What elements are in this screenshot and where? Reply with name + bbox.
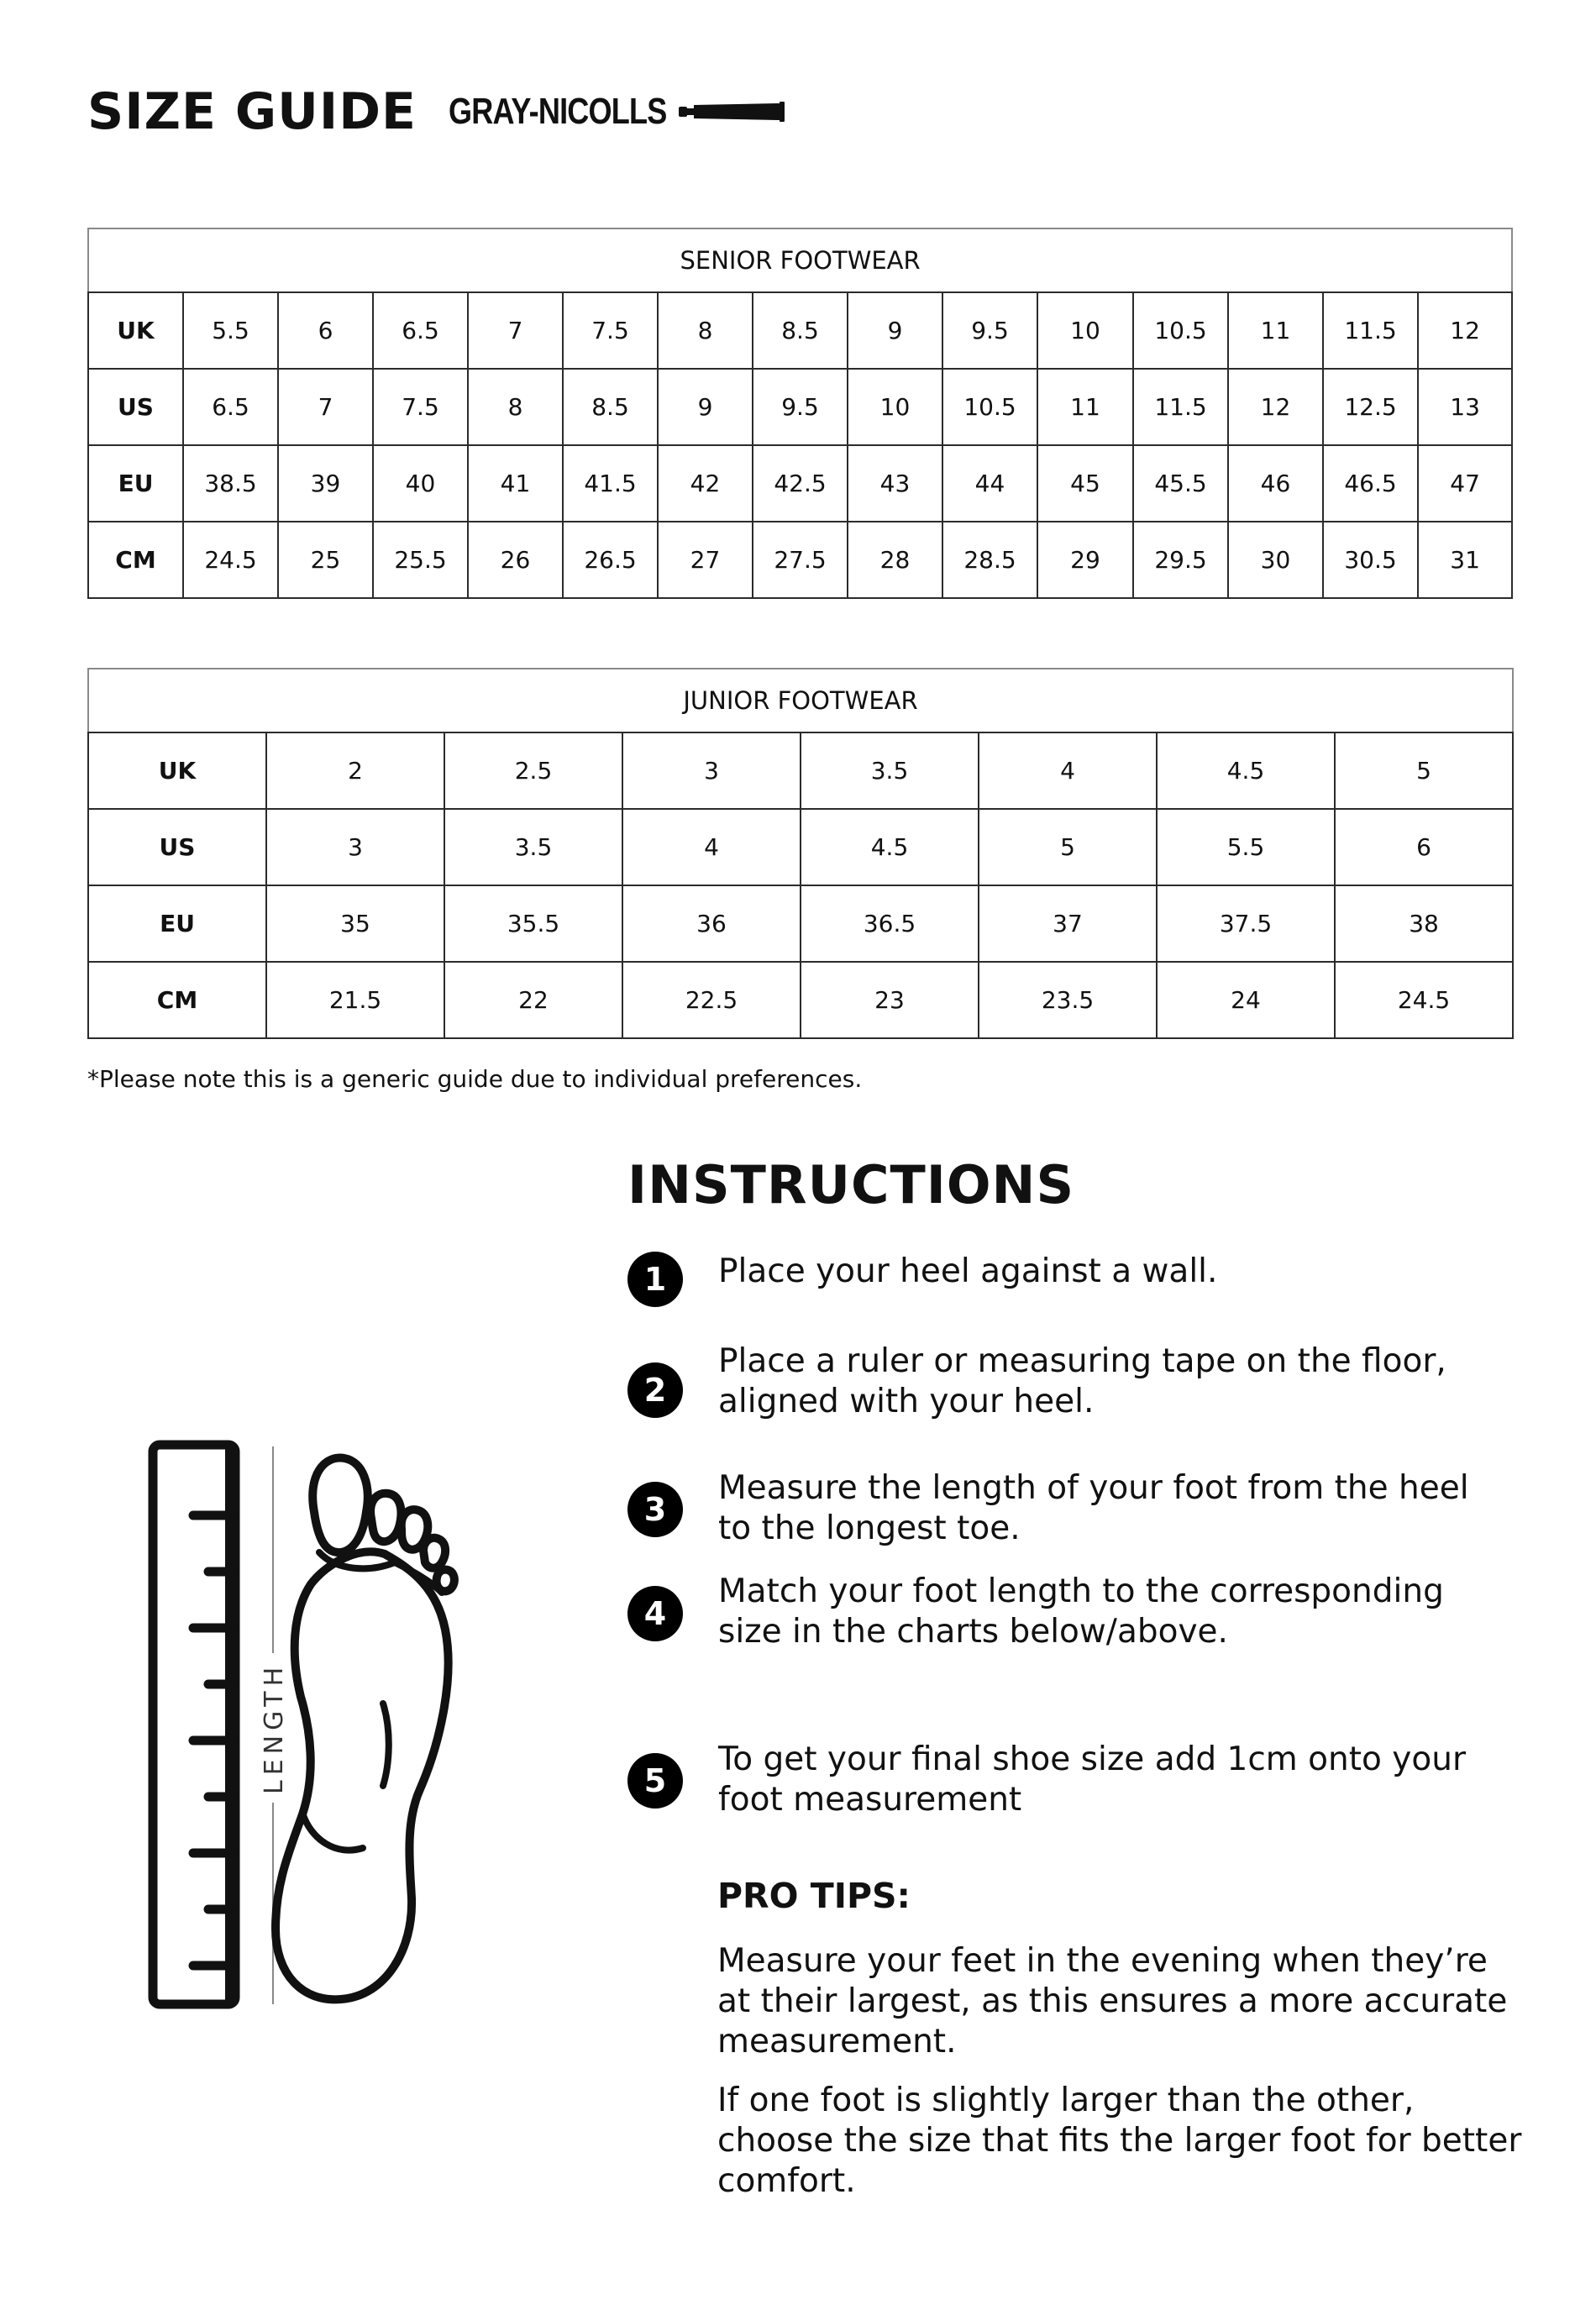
table-cell: 3.5 <box>801 732 979 809</box>
row-label: US <box>88 369 183 445</box>
disclaimer-note: *Please note this is a generic guide due to individual preferences. <box>87 1065 863 1093</box>
table-row-uk <box>88 732 1513 809</box>
page-title: SIZE GUIDE <box>87 82 417 141</box>
table-cell: 4 <box>979 732 1157 809</box>
table-cell: 2 <box>266 732 444 809</box>
table-cell: 22 <box>444 962 622 1038</box>
table-cell: 8 <box>468 369 563 445</box>
table-cell: 5 <box>979 809 1157 885</box>
table-cell: 36 <box>622 885 801 962</box>
instruction-step <box>627 1341 1518 1422</box>
table-cell: 23 <box>801 962 979 1038</box>
cricket-bat-icon <box>679 99 786 124</box>
senior-footwear-table <box>87 228 1513 599</box>
table-cell: 5.5 <box>183 292 278 369</box>
table-cell: 42.5 <box>753 445 848 522</box>
table-cell: 25 <box>278 522 373 598</box>
table-cell: 3 <box>622 732 801 809</box>
table-cell: 29.5 <box>1133 522 1228 598</box>
table-cell: 25.5 <box>373 522 468 598</box>
table-cell: 38.5 <box>183 445 278 522</box>
table-cell: 41.5 <box>563 445 658 522</box>
table-cell: 29 <box>1037 522 1133 598</box>
table-cell: 9.5 <box>942 292 1037 369</box>
step-number-badge: 1 <box>627 1252 683 1307</box>
table-cell: 8 <box>658 292 753 369</box>
row-label: EU <box>88 885 266 962</box>
table-cell: 11.5 <box>1133 369 1228 445</box>
step-number-badge: 5 <box>627 1753 683 1809</box>
page-header <box>87 82 786 141</box>
row-label: CM <box>88 962 266 1038</box>
table-cell: 21.5 <box>266 962 444 1038</box>
table-cell: 39 <box>278 445 373 522</box>
table-cell: 4 <box>622 809 801 885</box>
table-cell: 43 <box>848 445 942 522</box>
table-cell: 47 <box>1418 445 1512 522</box>
brand-wordmark: GRAY-NICOLLS <box>449 91 667 132</box>
table-cell: 4.5 <box>1157 732 1335 809</box>
table-cell: 5 <box>1335 732 1513 809</box>
table-cell: 40 <box>373 445 468 522</box>
table-cell: 9 <box>658 369 753 445</box>
table-cell: 13 <box>1418 369 1512 445</box>
table-cell: 24 <box>1157 962 1335 1038</box>
table-row-eu <box>88 885 1513 962</box>
table-row-us <box>88 369 1512 445</box>
table-cell: 44 <box>942 445 1037 522</box>
table-cell: 7.5 <box>373 369 468 445</box>
table-cell: 10.5 <box>1133 292 1228 369</box>
table-cell: 37.5 <box>1157 885 1335 962</box>
table-cell: 37 <box>979 885 1157 962</box>
table-cell: 30 <box>1228 522 1323 598</box>
junior-table-caption: JUNIOR FOOTWEAR <box>88 669 1513 732</box>
table-cell: 6.5 <box>373 292 468 369</box>
table-cell: 10.5 <box>942 369 1037 445</box>
step-text: Place your heel against a wall. <box>718 1252 1218 1290</box>
table-cell: 38 <box>1335 885 1513 962</box>
length-label: LENGTH <box>260 1662 289 1794</box>
table-cell: 2.5 <box>444 732 622 809</box>
table-caption-row <box>88 669 1513 732</box>
table-cell: 41 <box>468 445 563 522</box>
table-cell: 11 <box>1228 292 1323 369</box>
table-cell: 10 <box>848 369 942 445</box>
table-row-eu <box>88 445 1512 522</box>
table-cell: 12.5 <box>1323 369 1418 445</box>
table-cell: 23.5 <box>979 962 1157 1038</box>
step-number-badge: 4 <box>627 1586 683 1641</box>
table-cell: 9.5 <box>753 369 848 445</box>
table-cell: 46 <box>1228 445 1323 522</box>
junior-footwear-table <box>87 668 1514 1039</box>
table-row-us <box>88 809 1513 885</box>
foot-measurement-illustration <box>143 1428 580 2016</box>
table-cell: 24.5 <box>1335 962 1513 1038</box>
table-cell: 11.5 <box>1323 292 1418 369</box>
step-number-badge: 3 <box>627 1482 683 1537</box>
row-label: EU <box>88 445 183 522</box>
row-label: US <box>88 809 266 885</box>
step-number-badge: 2 <box>627 1362 683 1418</box>
instructions-title: INSTRUCTIONS <box>627 1154 1075 1215</box>
pro-tip-text: If one foot is slightly larger than the other, choose the size that fits the larger foot for better comfort. <box>717 2082 1522 2200</box>
table-cell: 7 <box>468 292 563 369</box>
table-cell: 35 <box>266 885 444 962</box>
senior-table-caption: SENIOR FOOTWEAR <box>88 228 1512 292</box>
step-text: Match your foot length to the corresponding size in the charts below/above. <box>718 1572 1444 1651</box>
table-row-cm <box>88 522 1512 598</box>
table-cell: 10 <box>1037 292 1133 369</box>
table-caption-row <box>88 228 1512 292</box>
table-row-cm <box>88 962 1513 1038</box>
table-cell: 6.5 <box>183 369 278 445</box>
row-label: CM <box>88 522 183 598</box>
table-cell: 35.5 <box>444 885 622 962</box>
table-cell: 12 <box>1418 292 1512 369</box>
step-text: To get your final shoe size add 1cm onto your foot measurement <box>718 1740 1466 1819</box>
pro-tips-section <box>717 1876 1524 2220</box>
table-cell: 11 <box>1037 369 1133 445</box>
instruction-step <box>627 1468 1518 1549</box>
table-cell: 12 <box>1228 369 1323 445</box>
table-cell: 24.5 <box>183 522 278 598</box>
table-cell: 45.5 <box>1133 445 1228 522</box>
table-cell: 42 <box>658 445 753 522</box>
table-cell: 26 <box>468 522 563 598</box>
table-cell: 6 <box>278 292 373 369</box>
row-label: UK <box>88 732 266 809</box>
pro-tips-title: PRO TIPS: <box>717 1876 911 1916</box>
ruler-icon <box>153 1445 235 2004</box>
table-cell: 6 <box>1335 809 1513 885</box>
instruction-step <box>627 1740 1518 1820</box>
table-cell: 46.5 <box>1323 445 1418 522</box>
table-cell: 27.5 <box>753 522 848 598</box>
table-cell: 26.5 <box>563 522 658 598</box>
table-cell: 28 <box>848 522 942 598</box>
table-cell: 22.5 <box>622 962 801 1038</box>
row-label: UK <box>88 292 183 369</box>
instruction-step <box>627 1252 1518 1307</box>
table-cell: 45 <box>1037 445 1133 522</box>
table-cell: 36.5 <box>801 885 979 962</box>
table-cell: 31 <box>1418 522 1512 598</box>
table-cell: 8.5 <box>563 369 658 445</box>
table-row-uk <box>88 292 1512 369</box>
step-text: Place a ruler or measuring tape on the floor, aligned with your heel. <box>718 1342 1446 1420</box>
brand-logo <box>449 91 786 133</box>
table-cell: 9 <box>848 292 942 369</box>
table-cell: 27 <box>658 522 753 598</box>
table-cell: 7 <box>278 369 373 445</box>
step-text: Measure the length of your foot from the heel to the longest toe. <box>718 1469 1469 1547</box>
table-cell: 8.5 <box>753 292 848 369</box>
table-cell: 5.5 <box>1157 809 1335 885</box>
table-cell: 3.5 <box>444 809 622 885</box>
instruction-step <box>627 1572 1518 1652</box>
table-cell: 30.5 <box>1323 522 1418 598</box>
pro-tip-text: Measure your feet in the evening when they’re at their largest, as this ensures a more accurate measurement. <box>717 1942 1508 2061</box>
table-cell: 3 <box>266 809 444 885</box>
table-cell: 4.5 <box>801 809 979 885</box>
foot-icon <box>276 1458 454 2000</box>
table-cell: 28.5 <box>942 522 1037 598</box>
table-cell: 7.5 <box>563 292 658 369</box>
